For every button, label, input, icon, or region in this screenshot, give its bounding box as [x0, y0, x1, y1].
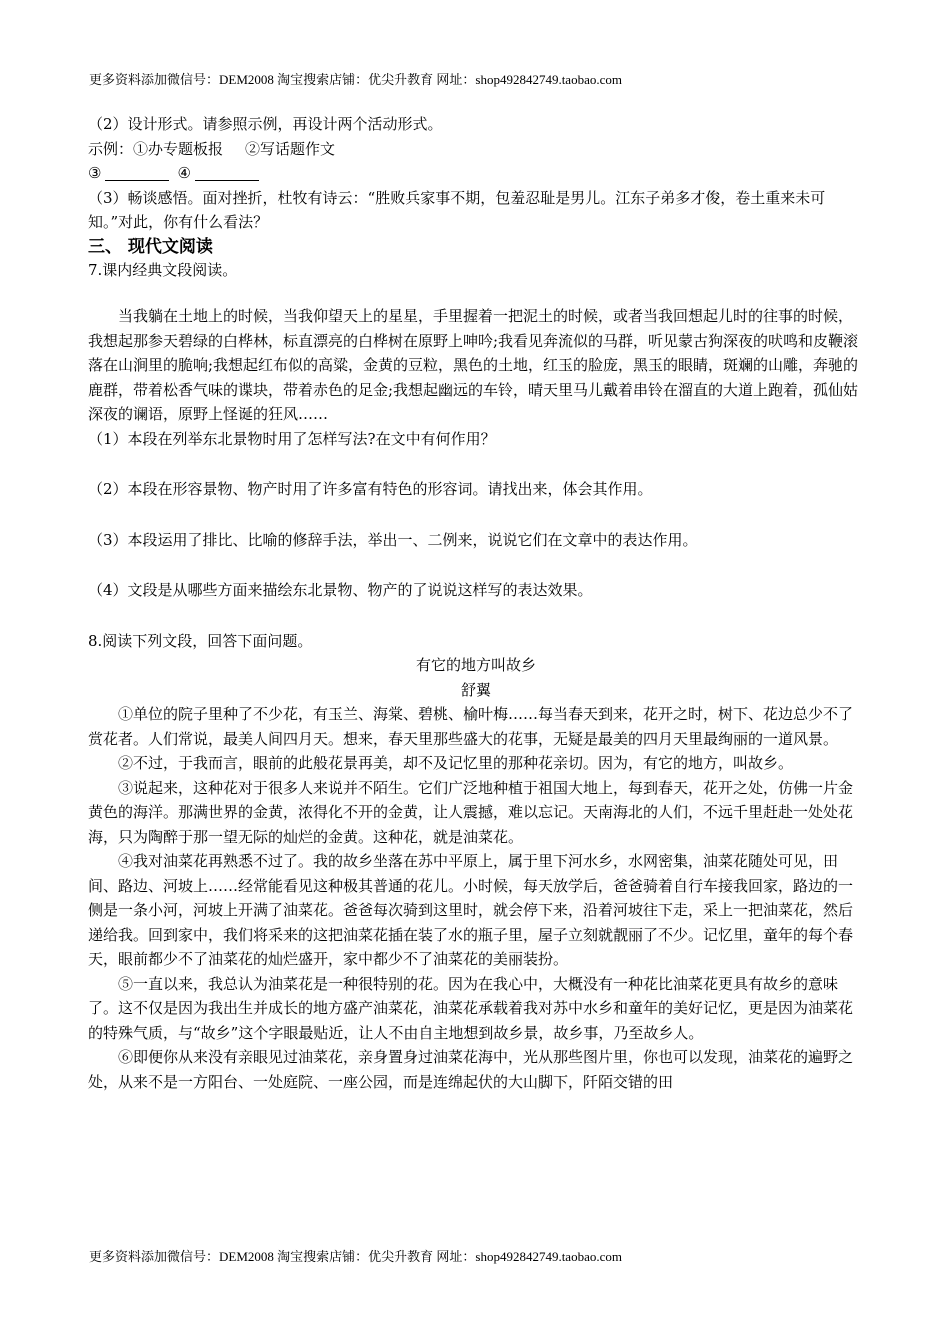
q7-title: 7.课内经典文段阅读。	[88, 260, 238, 279]
q6-part2: （2）设计形式。请参照示例，再设计两个活动形式。	[88, 115, 443, 133]
q6-example	[88, 137, 864, 162]
blank-3-line[interactable]	[105, 165, 169, 181]
example-label: 示例：	[88, 139, 134, 158]
page-footer: 更多资料添加微信号：DEM2008 淘宝搜索店铺：优尖升教育 网址：shop492842749.taobao.com	[89, 1249, 622, 1264]
article-paragraph-3: ③说起来，这种花对于很多人来说并不陌生。它们广泛地种植于祖国大地上，每到春天，花开之处，仿佛一片金黄色的海洋。那满世界的金黄，浓得化不开的金黄，让人震撼，难以忘记。天南海北的人们，不远千里赶赴一处处花海，只为陶醉于那一望无际的灿烂的金黄。这种花，就是油菜花。	[88, 778, 854, 846]
blank-3-label: ③	[88, 164, 102, 182]
article-paragraph-4: ④我对油菜花再熟悉不过了。我的故乡坐落在苏中平原上，属于里下河水乡，水网密集，油菜花随处可见，田间、路边、河坡上……经常能看见这种极其普通的花儿。小时候，每天放学后，爸爸骑着自行车接我回家，路边的一侧是一条小河，河坡上开满了油菜花。爸爸每次骑到这里时，就会停下来，沿着河坡往下走，采上一把油菜花，然后递给我。回到家中，我们将采来的这把油菜花插在装了水的瓶子里，屋子立刻就靓丽了不少。记忆里，童年的每个春天，眼前都少不了油菜花的灿烂盛开，家中都少不了油菜花的美丽装扮。	[88, 852, 854, 968]
q6-blanks	[88, 161, 864, 186]
article-paragraph-1: ①单位的院子里种了不少花，有玉兰、海棠、碧桃、榆叶梅……每当春天到来，花开之时，树下、花边总少不了赏花者。人们常说，最美人间四月天。想来，春天里那些盛大的花事，无疑是最美的四月天里最绚丽的一道风景。	[88, 705, 854, 748]
q8-title: 8.阅读下列文段，回答下面问题。	[88, 631, 313, 650]
example-1: ①办专题板报	[133, 139, 224, 158]
article-paragraph-6: ⑥即便你从来没有亲眼见过油菜花，亲身置身过油菜花海中，光从那些图片里，你也可以发现，油菜花的遍野之处，从来不是一方阳台、一处庭院、一座公园，而是连绵起伏的大山脚下，阡陌交错的田	[88, 1048, 854, 1091]
article-paragraph-5: ⑤一直以来，我总认为油菜花是一种很特别的花。因为在我心中，大概没有一种花比油菜花更具有故乡的意味了。这不仅是因为我出生并成长的地方盛产油菜花，油菜花承载着我对苏中水乡和童年的美好记忆，更是因为油菜花的特殊气质，与“故乡”这个字眼最贴近，让人不由自主地想到故乡景，故乡事，乃至故乡人。	[88, 974, 854, 1042]
article-title: 有它的地方叫故乡	[415, 656, 536, 674]
document-body	[88, 112, 864, 1094]
article-paragraph-2: ②不过，于我而言，眼前的此般花景再美，却不及记忆里的那种花亲切。因为，有它的地方，叫故乡。	[118, 754, 794, 772]
page-header: 更多资料添加微信号：DEM2008 淘宝搜索店铺：优尖升教育 网址：shop492842749.taobao.com	[89, 72, 622, 87]
article-author: 舒翼	[460, 680, 491, 699]
q7-question-1: （1）本段在列举东北景物时用了怎样写法?在文中有何作用？	[88, 429, 496, 448]
q7-question-4: （4）文段是从哪些方面来描绘东北景物、物产的了说说这样写的表达效果。	[88, 581, 593, 599]
q6-part3: （3）畅谈感悟。面对挫折，杜牧有诗云：“胜败兵家事不期，包羞忍耻是男儿。江东子弟多才俊，卷土重来未可知。”对此，你有什么看法？	[88, 188, 826, 231]
blank-4-line[interactable]	[195, 165, 259, 181]
q7-passage: 当我躺在土地上的时候，当我仰望天上的星星，手里握着一把泥土的时候，或者当我回想起儿时的往事的时候，我想起那参天碧绿的白桦林，标直漂亮的白桦树在原野上呻吟;我看见奔流似的马群，听见蒙古狗深夜的吠鸣和皮鞭滚落在山涧里的脆响;我想起红布似的高粱，金黄的豆粒，黑色的土地，红玉的脸庞，黑玉的眼睛，斑斓的山雕，奔驰的鹿群，带着松香气味的谍块，带着赤色的足金;我想起幽远的车铃，晴天里马儿戴着串铃在溜直的大道上跑着，孤仙姑深夜的谰语，原野上怪诞的狂风……	[88, 307, 859, 423]
q7-question-2: （2）本段在形容景物、物产时用了许多富有特色的形容词。请找出来，体会其作用。	[88, 480, 653, 498]
q7-question-3: （3）本段运用了排比、比喻的修辞手法，举出一、二例来，说说它们在文章中的表达作用。	[88, 530, 698, 549]
example-2: ②写话题作文	[245, 139, 336, 158]
blank-4-label: ④	[177, 164, 191, 182]
section-3-title: 三、 现代文阅读	[88, 236, 213, 257]
